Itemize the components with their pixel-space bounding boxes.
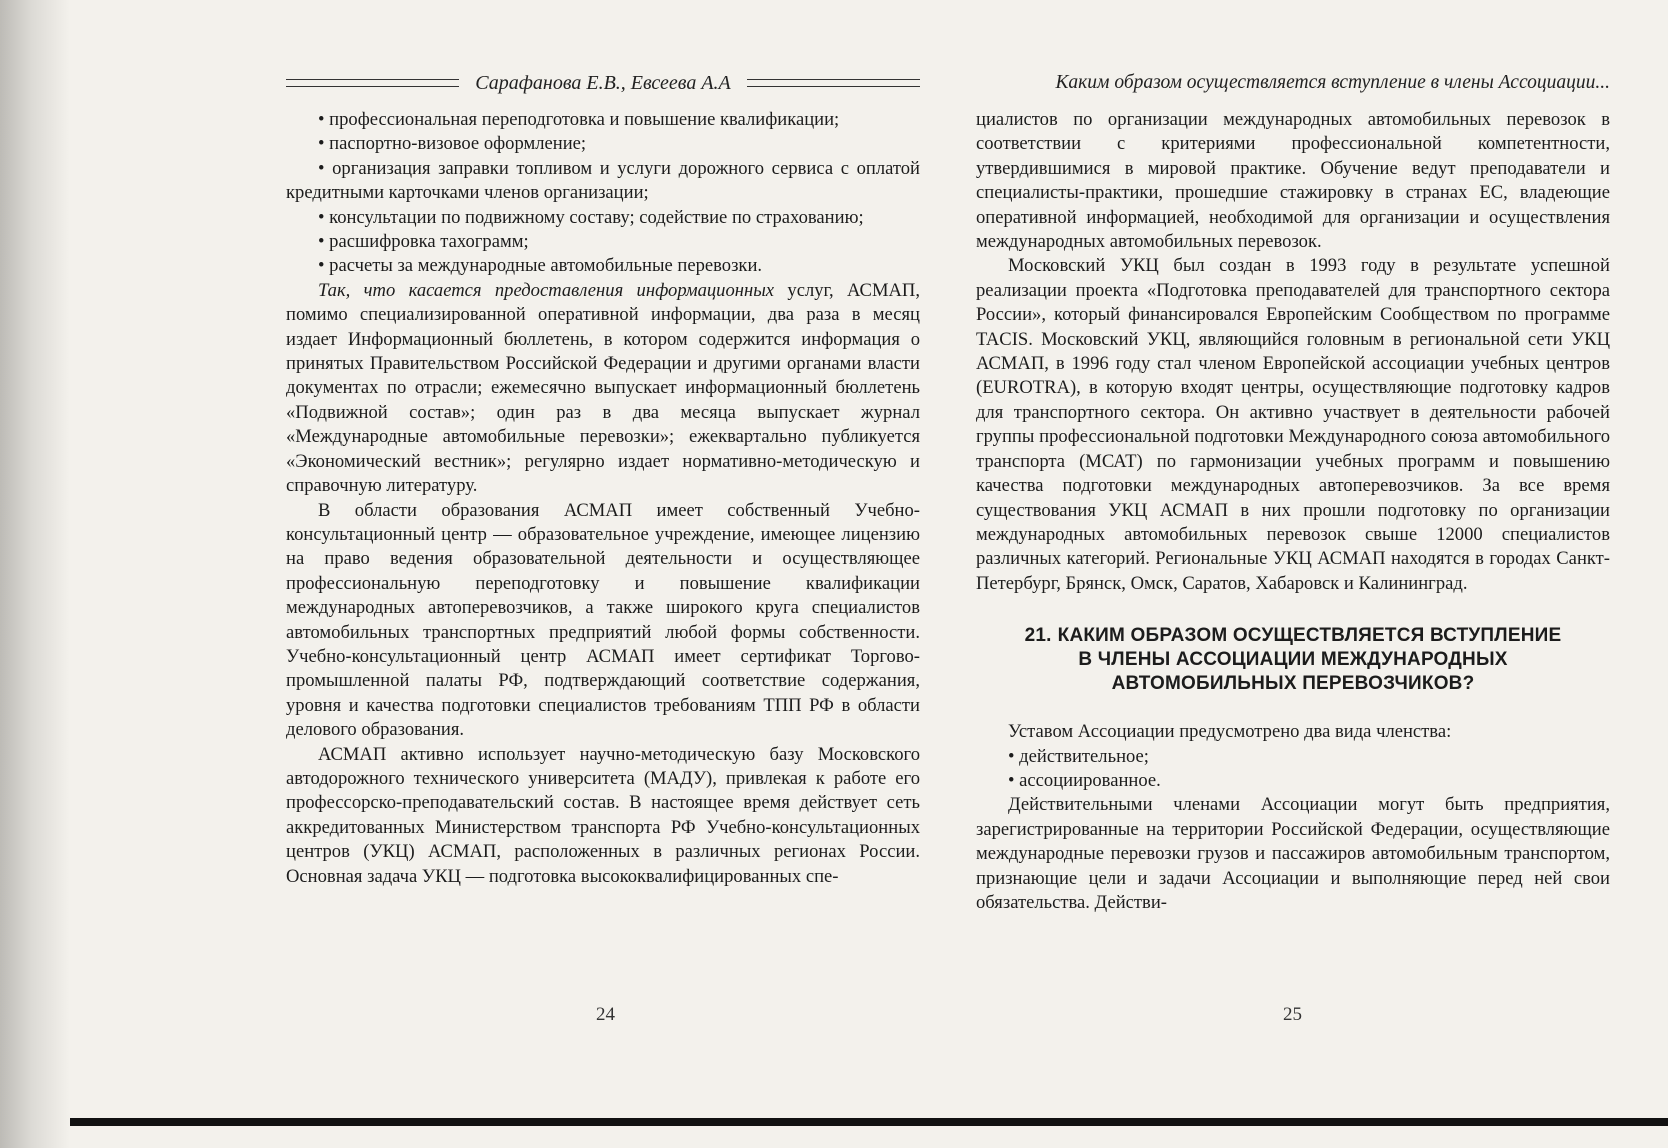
paragraph-text: услуг, АСМАП, помимо специализированной оперативной информации, два раза в месяц издает Информационный бюллетень, в котором содержится информация о принятых Правительством Российской Федерации и другими органами власти документах по отрасли; ежемесячно выпускает информационный бюллетень «Подвижной состав»; один раз в два месяца выпускает журнал «Международные автомобильные перевозки»; ежеквартально публикуется «Экономический вестник»; регулярно издает нормативно-методическую и справочную литературу. bbox=[286, 279, 920, 497]
paragraph-education: В области образования АСМАП имеет собственный Учебно-консультационный центр — образовательное учреждение, имеющее лицензию на право ведения образовательной деятельности и осуществляющее профессиональную переподготовку и повышение квалификации международных автоперевозчиков, а также широкого круга специалистов автомобильных транспортных предприятий любой формы собственности. Учебно-консультационный центр АСМАП имеет сертификат Торгово-промышленной палаты РФ, подтверждающий соответствие содержания, уровня и качества подготовки специалистов требованиям ТПП РФ в области делового образования. bbox=[286, 499, 920, 741]
scan-bottom-edge bbox=[70, 1118, 1668, 1126]
section-heading bbox=[976, 624, 1610, 696]
list-item: • действительное; bbox=[1008, 745, 1149, 767]
list-item: • организация заправки топливом и услуги дорожного сервиса с оплатой кредитными карточками членов организации; bbox=[286, 157, 920, 204]
list-item: • паспортно-визовое оформление; bbox=[318, 133, 587, 155]
heading-line: В ЧЛЕНЫ АССОЦИАЦИИ МЕЖДУНАРОДНЫХ bbox=[1078, 649, 1508, 671]
list-item: • профессиональная переподготовка и повышение квалификации; bbox=[318, 109, 840, 130]
list-item: • расчеты за международные автомобильные перевозки. bbox=[318, 255, 763, 277]
heading-line: АВТОМОБИЛЬНЫХ ПЕРЕВОЗЧИКОВ? bbox=[1111, 673, 1475, 695]
paragraph-information-services bbox=[286, 279, 920, 499]
head-rule-left bbox=[286, 79, 459, 87]
running-head-section: Каким образом осуществляется вступление в члены Ассоциации... bbox=[1055, 72, 1610, 93]
italic-lead: Так, что касается предоставления информационных bbox=[318, 279, 775, 301]
paragraph-moscow-ukc: Московский УКЦ был создан в 1993 году в результате успешной реализации проекта «Подготовка преподавателей для транспортного сектора России», который финансировался Европейским Сообществом по программе TACIS. Московский УКЦ, являющийся головным в региональной сети УКЦ АСМАП, в 1996 году стал членом Европейской ассоциации учебных центров (EUROTRA), в которую входят центры, осуществляющие подготовку кадров для транспортного сектора. Он активно участвует в деятельности рабочей группы профессиональной подготовки Международного союза автомобильного транспорта (МСАТ) по гармонизации учебных программ и повышению качества подготовки международных автоперевозчиков. За все время существования УКЦ АСМАП в них прошли подготовку по организации международных автомобильных перевозок свыше 12000 специалистов различных категорий. Региональные УКЦ АСМАП находятся в городах Санкт-Петербург, Брянск, Омск, Саратов, Хабаровск и Калининград. bbox=[976, 255, 1610, 594]
running-head-authors: Сарафанова Е.В., Евсеева А.А bbox=[475, 71, 731, 94]
list-item: • консультации по подвижному составу; содействие по страхованию; bbox=[318, 206, 864, 228]
left-page-body bbox=[286, 108, 920, 889]
head-rule-right bbox=[747, 79, 920, 87]
page-number-left: 24 bbox=[596, 1004, 615, 1025]
paragraph-madi: АСМАП активно использует научно-методическую базу Московского автодорожного технического университета (МАДУ), привлекая к работе его профессорско-преподавательский состав. В настоящее время действует сеть аккредитованных Министерством транспорта РФ Учебно-консультационных центров (УКЦ) АСМАП, расположенных в различных регионах России. Основная задача УКЦ — подготовка высококвалифицированных спе- bbox=[286, 743, 920, 887]
right-running-head bbox=[976, 66, 1610, 100]
heading-number: 21. bbox=[1024, 625, 1052, 647]
right-page-body bbox=[976, 108, 1610, 915]
left-page bbox=[286, 66, 920, 889]
paragraph-membership-intro: Уставом Ассоциации предусмотрено два вида членства: bbox=[1008, 721, 1452, 743]
left-running-head bbox=[286, 66, 920, 100]
paragraph-full-members: Действительными членами Ассоциации могут быть предприятия, зарегистрированные на территории Российской Федерации, осуществляющие международные перевозки грузов и пассажиров автомобильным транспортом, признающие цели и задачи Ассоциации и выполняющие перед ней свои обязательства. Действи- bbox=[976, 794, 1610, 913]
heading-line: КАКИМ ОБРАЗОМ ОСУЩЕСТВЛЯЕТСЯ ВСТУПЛЕНИЕ bbox=[1057, 625, 1562, 647]
paragraph-continuation: циалистов по организации международных автомобильных перевозок в соответствии с критериями профессиональной компетентности, утвердившимися в мировой практике. Обучение ведут преподаватели и специалисты-практики, прошедшие стажировку в странах ЕС, владеющие оперативной информацией, необходимой для организации и осуществления международных автомобильных перевозок. bbox=[976, 109, 1610, 253]
page-number-right: 25 bbox=[1283, 1004, 1302, 1025]
list-item: • ассоциированное. bbox=[1008, 769, 1161, 791]
scan-shadow-left bbox=[0, 0, 70, 1148]
right-page bbox=[976, 66, 1610, 915]
list-item: • расшифровка тахограмм; bbox=[318, 231, 529, 253]
